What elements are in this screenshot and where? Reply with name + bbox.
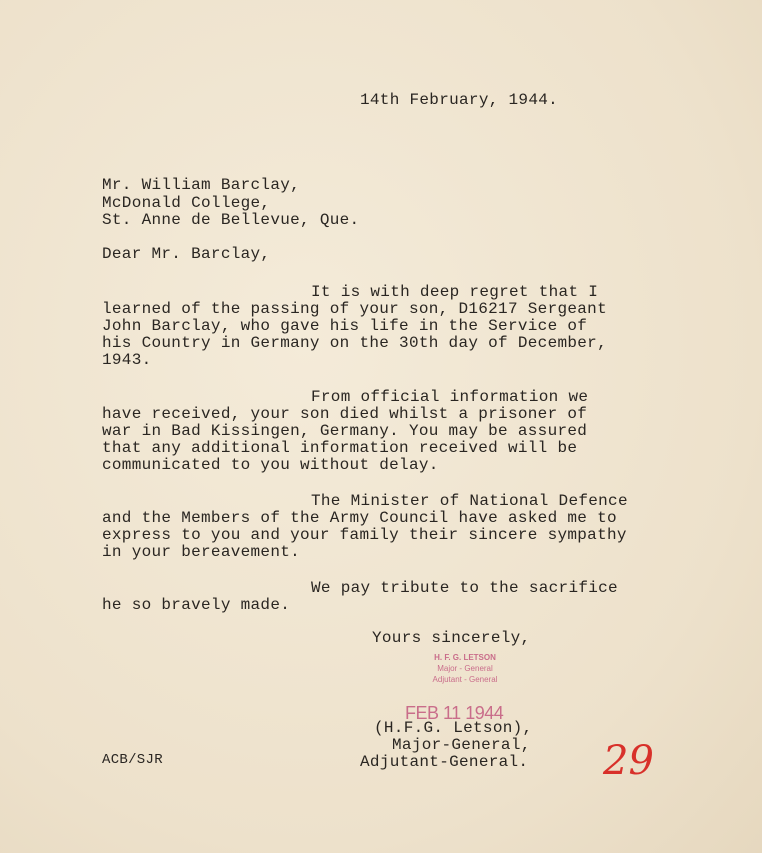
paragraph-line: he so bravely made. <box>102 596 291 614</box>
paragraph-line: have received, your son died whilst a prisoner of <box>102 405 588 423</box>
address-line: St. Anne de Bellevue, Que. <box>102 211 360 229</box>
paragraph-line: learned of the passing of your son, D16217 Sergeant <box>102 300 607 318</box>
address-line: McDonald College, <box>102 194 271 212</box>
letter-date: 14th February, 1944. <box>360 91 559 109</box>
signature-line: Adjutant-General. <box>360 753 529 771</box>
stamp-line: Adjutant - General <box>432 675 498 684</box>
signature-line: (H.F.G. Letson), <box>374 719 533 737</box>
address-line: Mr. William Barclay, <box>102 176 301 194</box>
paragraph-line: 1943. <box>102 351 152 369</box>
paragraph-line: We pay tribute to the sacrifice <box>311 579 618 597</box>
closing: Yours sincerely, <box>372 629 531 647</box>
paragraph-line: in your bereavement. <box>102 543 301 561</box>
paragraph-line: communicated to you without delay. <box>102 456 439 474</box>
paragraph-line: war in Bad Kissingen, Germany. You may be assured <box>102 422 588 440</box>
signature-line: Major-General, <box>392 736 531 754</box>
salutation: Dear Mr. Barclay, <box>102 245 271 263</box>
handwritten-page-number: 29 <box>603 738 654 784</box>
reference-initials: ACB/SJR <box>102 752 163 768</box>
paragraph-line: John Barclay, who gave his life in the Service of <box>102 317 588 335</box>
stamp-line: H. F. G. LETSON <box>434 653 496 662</box>
date-stamp: FEB 11 1944 <box>405 703 504 723</box>
paragraph-line: It is with deep regret that I <box>311 283 599 301</box>
paragraph-line: his Country in Germany on the 30th day of December, <box>102 334 607 352</box>
paragraph-line: From official information we <box>311 388 589 406</box>
paragraph-line: that any additional information received will be <box>102 439 578 457</box>
stamp-line: Major - General <box>437 664 493 673</box>
paragraph-line: and the Members of the Army Council have asked me to <box>102 509 617 527</box>
paragraph-line: express to you and your family their sincere sympathy <box>102 526 627 544</box>
paragraph-line: The Minister of National Defence <box>311 492 628 510</box>
name-stamp <box>410 652 520 685</box>
